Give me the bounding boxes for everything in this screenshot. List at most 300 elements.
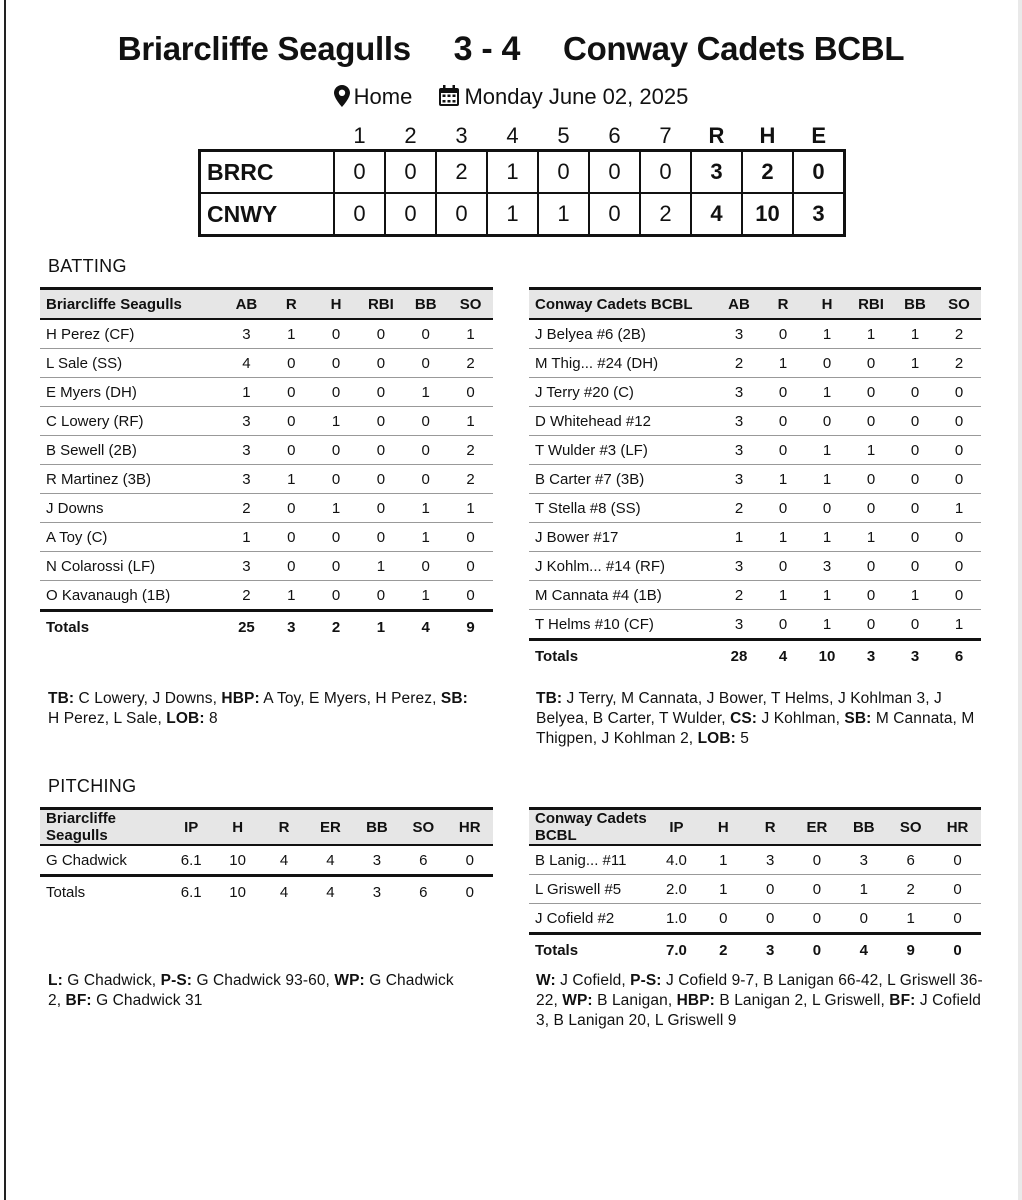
note-value: B Lanigan 2, L Griswell, [714,992,890,1009]
pitching-notes-home [536,971,984,1031]
note-key: HBP: [676,992,715,1009]
stat-value: 0 [358,581,403,611]
totals-value: 28 [730,647,748,665]
stat-column-header: IP [168,809,214,846]
stat-value: 1 [403,494,448,523]
stat-value: 3 [717,610,761,640]
stat-value: 3 [224,552,269,581]
table-header-row [529,809,981,846]
stat-value: 1 [849,319,893,349]
inning-header: 5 [557,123,570,148]
stat-value: 4 [224,349,269,378]
player-row [529,494,981,523]
player-row [40,552,493,581]
stat-value: 1 [403,523,448,552]
note-key: TB: [536,690,563,707]
totals-value: 7.0 [666,941,687,959]
note-value: J Kohlman, [757,710,845,727]
stat-value: 1 [805,436,849,465]
stat-value: 0 [314,349,359,378]
stat-value: 1 [269,581,314,611]
stat-value: 0 [840,904,887,934]
errors-total: 0 [793,151,845,194]
player-row [40,523,493,552]
note-key: SB: [844,710,872,727]
note-key: L: [48,972,63,989]
note-key: BF: [889,992,916,1009]
stat-value: 6 [887,845,934,875]
inning-score: 0 [334,193,385,236]
totals-value: 2 [719,941,728,959]
player-name: B Carter #7 (3B) [529,465,717,494]
stat-value: 0 [761,378,805,407]
stat-value: 0 [269,407,314,436]
stat-value: 3 [717,465,761,494]
stat-value: 0 [314,581,359,611]
stat-column-header: BB [403,289,448,320]
stat-value: 2 [448,436,493,465]
stat-value: 0 [937,523,981,552]
totals-value: 4 [279,883,289,901]
stat-value: 0 [314,436,359,465]
stat-value: 0 [937,552,981,581]
stat-value: 0 [849,610,893,640]
stat-value: 4 [261,845,307,876]
stat-value: 1 [448,319,493,349]
stat-value: 0 [358,378,403,407]
totals-value: 3 [765,941,775,959]
note-value: J Terry, M Cannata, J Bower, T Helms, J Kohlman 3, J Belyea, B Carter, T Wulder, [536,690,942,727]
stat-column-header: H [314,289,359,320]
stat-value: 0 [794,845,841,875]
stat-value: 3 [747,845,794,875]
calendar-icon [438,85,460,107]
page-right-edge [1018,0,1022,1200]
stat-value: 0 [314,378,359,407]
stat-value: 0 [448,581,493,611]
stat-value: 3 [354,845,400,876]
stat-value: 0 [849,581,893,610]
stat-value: 0 [403,319,448,349]
stat-value: 1 [700,845,747,875]
note-key: HBP: [221,690,260,707]
batting-section-label: BATTING [48,256,127,276]
stat-value: 0 [403,552,448,581]
note-value: A Toy, E Myers, H Perez, [259,690,441,707]
totals-row [40,611,493,643]
line-score-row-away [200,151,845,194]
player-row [529,436,981,465]
stat-value: 0 [314,552,359,581]
stat-value: 1 [887,904,934,934]
stat-value: 3 [224,465,269,494]
stat-value: 1 [849,436,893,465]
stat-value: 0 [269,378,314,407]
stat-column-header: SO [448,289,493,320]
player-row [529,319,981,349]
stat-value: 0 [893,494,937,523]
note-key: P-S: [160,972,193,989]
pitching-table-home [529,807,981,965]
stat-value: 2 [717,349,761,378]
stat-value: 1 [403,378,448,407]
note-value: G Chadwick 2, [48,972,454,1009]
stat-value: 3 [805,552,849,581]
stat-value: 0 [314,523,359,552]
game-info [0,83,1022,110]
team-column-header: Conway Cadets BCBL [529,289,717,320]
stat-column-header: R [747,809,794,846]
stat-value: 3 [224,319,269,349]
totals-value: 3 [866,647,876,665]
stat-value: 3 [717,319,761,349]
totals-value: 10 [818,647,836,665]
stat-value: 4 [307,845,353,876]
note-value: G Chadwick 31 [91,992,203,1009]
player-row [40,349,493,378]
table-header-row [40,809,493,846]
stat-value: 0 [700,904,747,934]
stat-value: 0 [448,523,493,552]
stat-value: 0 [448,378,493,407]
player-name: R Martinez (3B) [40,465,224,494]
stat-column-header: SO [887,809,934,846]
stat-value: 0 [849,494,893,523]
stat-value: 1.0 [653,904,700,934]
batting-table-away [40,287,493,642]
totals-value: 0 [812,941,822,959]
player-row [40,465,493,494]
location [334,84,413,110]
inning-score: 0 [589,151,640,194]
player-name: J Terry #20 (C) [529,378,717,407]
stat-value: 1 [448,494,493,523]
totals-label: Totals [535,647,579,665]
player-name: O Kavanaugh (1B) [40,581,224,611]
stat-value: 0 [794,904,841,934]
totals-value: 0 [465,883,474,901]
totals-row [529,640,981,672]
totals-value: 3 [910,647,920,665]
hits-total: 2 [742,151,793,194]
player-row [40,494,493,523]
stat-value: 0 [314,465,359,494]
player-row [40,378,493,407]
pitching-table-away [40,807,493,907]
stat-column-header: RBI [358,289,403,320]
stat-value: 0 [893,610,937,640]
stat-value: 1 [805,581,849,610]
stat-value: 0 [269,552,314,581]
note-value: J Cofield, [555,972,631,989]
stat-value: 1 [717,523,761,552]
game-title [0,30,1022,69]
player-row [40,319,493,349]
note-value: 5 [735,730,750,747]
stat-value: 0 [403,465,448,494]
stat-value: 0 [849,465,893,494]
note-key: BF: [65,992,92,1009]
stat-column-header: HR [934,809,981,846]
stat-value: 0 [358,349,403,378]
player-row [40,436,493,465]
stat-value: 0 [934,845,981,875]
totals-value: 10 [229,883,246,901]
errors-total: 3 [793,193,845,236]
final-score: 3 - 4 [453,30,521,68]
inning-score: 2 [640,193,691,236]
player-name: B Sewell (2B) [40,436,224,465]
player-name: E Myers (DH) [40,378,224,407]
stat-value: 0 [805,407,849,436]
inning-score: 1 [538,193,589,236]
stat-value: 0 [937,378,981,407]
stat-column-header: R [269,289,314,320]
player-row [40,581,493,611]
stat-value: 2 [937,319,981,349]
note-key: WP: [334,972,365,989]
team-abbrev: BRRC [200,151,335,194]
totals-label: Totals [46,883,86,901]
stat-value: 1 [937,610,981,640]
stat-column-header: SO [937,289,981,320]
stat-value: 0 [937,581,981,610]
stat-value: 1 [700,875,747,904]
stat-value: 0 [269,523,314,552]
stat-value: 0 [358,465,403,494]
inning-score: 2 [436,151,487,194]
home-team-name: Conway Cadets BCBL [563,30,905,67]
stat-value: 1 [893,581,937,610]
stat-value: 0 [358,319,403,349]
stat-value: 1 [805,523,849,552]
stat-value: 0 [893,407,937,436]
totals-value: 9 [466,618,475,636]
stat-value: 0 [934,904,981,934]
runs-header: R [708,123,725,148]
stat-value: 1 [269,319,314,349]
table-header-row [529,289,981,320]
player-row [529,523,981,552]
player-row [529,845,981,875]
stat-value: 1 [761,581,805,610]
totals-value: 6 [419,883,428,901]
totals-value: 3 [372,883,382,901]
stat-value: 3 [717,436,761,465]
player-name: G Chadwick [40,845,168,876]
player-row [529,904,981,934]
date-text: Monday June 02, 2025 [464,84,689,110]
note-key: CS: [730,710,758,727]
totals-value: 9 [906,941,915,959]
inning-score: 1 [487,193,538,236]
stat-value: 0 [794,875,841,904]
stat-value: 2 [717,581,761,610]
table-header-row [40,289,493,320]
stat-value: 0 [893,552,937,581]
stat-value: 2 [717,494,761,523]
stat-value: 1 [269,465,314,494]
stat-column-header: BB [893,289,937,320]
stat-value: 0 [358,407,403,436]
totals-value: 1 [376,618,386,636]
totals-value: 6.1 [180,883,202,901]
stat-column-header: H [700,809,747,846]
player-name: N Colarossi (LF) [40,552,224,581]
totals-label: Totals [46,618,90,636]
note-key: LOB: [697,730,736,747]
player-name: H Perez (CF) [40,319,224,349]
page-left-border [4,0,6,1200]
stat-value: 0 [747,904,794,934]
stat-value: 0 [747,875,794,904]
stat-value: 1 [937,494,981,523]
note-value: G Chadwick 93-60, [192,972,335,989]
stat-value: 1 [805,465,849,494]
stat-column-header: ER [307,809,353,846]
player-row [529,465,981,494]
batting-table-home [529,287,981,671]
stat-value: 0 [761,552,805,581]
player-row [529,407,981,436]
note-key: WP: [562,992,593,1009]
stat-value: 1 [805,319,849,349]
inning-header: 4 [506,123,519,148]
team-abbrev: CNWY [200,193,335,236]
stat-value: 2.0 [653,875,700,904]
stat-value: 1 [314,494,359,523]
stat-value: 0 [893,523,937,552]
stat-value: 0 [269,494,314,523]
stat-value: 6.1 [168,845,214,876]
stat-value: 0 [849,349,893,378]
totals-value: 2 [331,618,341,636]
player-name: J Kohlm... #14 (RF) [529,552,717,581]
stat-value: 3 [717,407,761,436]
runs-total: 3 [691,151,742,194]
team-column-header: Briarcliffe Seagulls [40,289,224,320]
stat-column-header: H [805,289,849,320]
note-key: W: [536,972,556,989]
stat-value: 1 [761,465,805,494]
batting-notes-home [536,689,984,749]
totals-value: 25 [238,618,255,636]
note-key: P-S: [630,972,662,989]
stat-value: 0 [761,436,805,465]
player-name: D Whitehead #12 [529,407,717,436]
note-value: C Lowery, J Downs, [74,690,222,707]
inning-score: 0 [385,151,436,194]
stat-column-header: R [261,809,307,846]
stat-value: 0 [937,465,981,494]
stat-value: 0 [849,552,893,581]
away-team-name: Briarcliffe Seagulls [117,30,411,67]
stat-column-header: RBI [849,289,893,320]
stat-value: 2 [224,581,269,611]
player-row [529,875,981,904]
team-column-header: Briarcliffe Seagulls [40,809,168,846]
stat-value: 0 [314,319,359,349]
note-value: J Cofield 9-7, B Lanigan 66-42, L Griswell 36-22, [536,972,983,1009]
stat-value: 2 [937,349,981,378]
team-column-header: Conway Cadets BCBL [529,809,653,846]
inning-score: 0 [436,193,487,236]
note-value: H Perez, L Sale, [48,710,167,727]
stat-value: 0 [805,494,849,523]
stat-value: 1 [805,610,849,640]
stat-value: 0 [403,436,448,465]
stat-value: 0 [761,407,805,436]
stat-value: 1 [805,378,849,407]
stat-column-header: AB [717,289,761,320]
stat-value: 4.0 [653,845,700,875]
stat-value: 0 [849,407,893,436]
note-value: J Cofield 3, B Lanigan 20, L Griswell 9 [536,992,982,1029]
totals-value: 4 [859,941,868,959]
note-value: 8 [204,710,218,727]
stat-value: 2 [448,465,493,494]
stat-value: 1 [761,523,805,552]
player-name: T Helms #10 (CF) [529,610,717,640]
stat-value: 0 [761,319,805,349]
stat-value: 0 [937,407,981,436]
stat-value: 3 [840,845,887,875]
stat-value: 2 [224,494,269,523]
stat-column-header: SO [400,809,446,846]
stat-value: 0 [893,378,937,407]
runs-total: 4 [691,193,742,236]
player-name: A Toy (C) [40,523,224,552]
inning-score: 1 [487,151,538,194]
date [438,84,688,110]
stat-value: 1 [893,349,937,378]
stat-value: 0 [403,349,448,378]
stat-value: 0 [937,436,981,465]
player-name: M Thig... #24 (DH) [529,349,717,378]
stat-value: 1 [761,349,805,378]
stat-value: 0 [358,523,403,552]
stat-value: 0 [761,610,805,640]
player-name: M Cannata #4 (1B) [529,581,717,610]
inning-score: 0 [385,193,436,236]
stat-value: 1 [893,319,937,349]
stat-column-header: AB [224,289,269,320]
game-header [0,30,1022,110]
player-name: B Lanig... #11 [529,845,653,875]
stat-value: 0 [403,407,448,436]
stat-value: 3 [224,407,269,436]
line-score-header [200,123,845,151]
hits-header: H [759,123,776,148]
stat-value: 1 [314,407,359,436]
player-name: J Downs [40,494,224,523]
stat-value: 1 [358,552,403,581]
inning-header: 1 [353,123,366,148]
stat-value: 2 [448,349,493,378]
totals-value: 3 [287,618,296,636]
hits-total: 10 [742,193,793,236]
line-score-row-home [200,193,845,236]
stat-value: 0 [269,349,314,378]
stat-value: 0 [358,436,403,465]
line-score [198,123,846,237]
stat-column-header: R [761,289,805,320]
stat-value: 2 [887,875,934,904]
player-name: T Stella #8 (SS) [529,494,717,523]
map-pin-icon [334,85,350,107]
inning-score: 0 [640,151,691,194]
stat-value: 0 [849,378,893,407]
